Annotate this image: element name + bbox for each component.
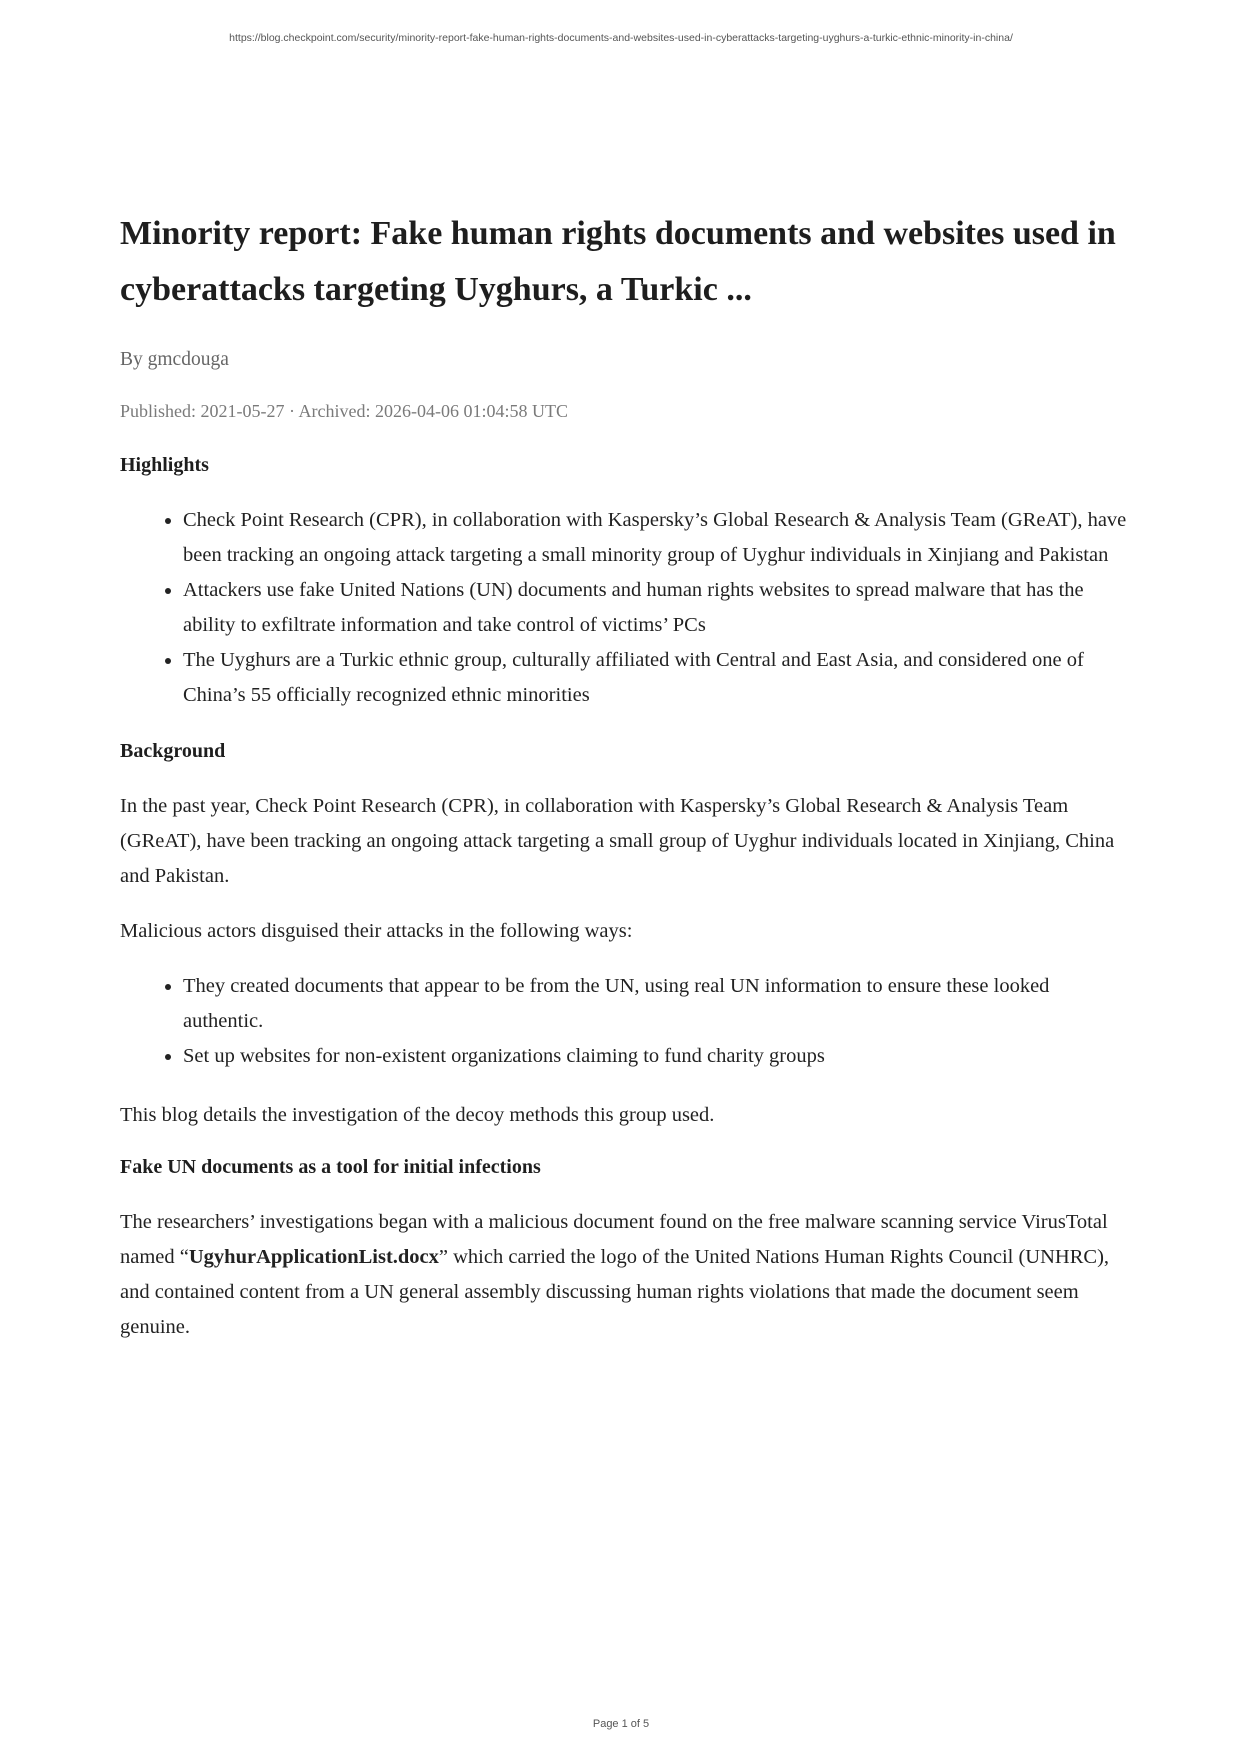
highlights-heading: Highlights	[120, 454, 209, 476]
background-heading: Background	[120, 740, 226, 762]
document-filename: UgyhurApplicationList.docx	[188, 1246, 439, 1268]
page-number: Page 1 of 5	[592, 1718, 650, 1730]
research-text-after: ” which carried the logo of the United Nations Human Rights Council (UNHRC), and contained content from a UN general assembly discussing human rights violations that made the document seem genuine.	[120, 1246, 1110, 1338]
list-item: • They created documents that appear to be from the UN, using real UN information to ensure these looked authentic.	[183, 969, 1130, 1039]
highlights-list	[120, 503, 1130, 713]
list-item: • The Uyghurs are a Turkic ethnic group, culturally affiliated with Central and East Asia, and considered one of China’s 55 officially recognized ethnic minorities	[183, 643, 1130, 713]
article-meta: Published: 2021-05-27 · Archived: 2026-04-06 01:04:58 UTC	[120, 401, 568, 421]
article-byline: By gmcdouga	[120, 349, 229, 370]
research-paragraph	[120, 1205, 1130, 1345]
list-item: • Attackers use fake United Nations (UN) documents and human rights websites to spread malware that has the ability to exfiltrate information and take control of victims’ PCs	[183, 573, 1130, 643]
research-text-before: The researchers’ investigations began with a malicious document found on the free malware scanning service VirusTotal named “	[120, 1211, 1108, 1268]
article-title: Minority report: Fake human rights documents and websites used in cyberattacks targeting Uyghurs, a Turkic ...	[120, 215, 1116, 308]
list-item: • Check Point Research (CPR), in collaboration with Kaspersky’s Global Research & Analysis Team (GReAT), have been tracking an ongoing attack targeting a small minority group of Uyghur individuals in Xinjiang and Pakistan	[183, 503, 1130, 573]
blog-details-paragraph: This blog details the investigation of the decoy methods this group used.	[120, 1104, 715, 1126]
fake-un-heading: Fake UN documents as a tool for initial infections	[120, 1156, 541, 1178]
source-url: https://blog.checkpoint.com/security/minority-report-fake-human-rights-documents-and-websites-used-in-cyberattacks-targeting-uyghurs-a-turkic-ethnic-minority-in-china/	[229, 32, 1013, 44]
article-body	[120, 206, 1130, 1365]
malicious-intro-paragraph: Malicious actors disguised their attacks in the following ways:	[120, 920, 633, 942]
background-paragraph: In the past year, Check Point Research (CPR), in collaboration with Kaspersky’s Global Research & Analysis Team (GReAT), have been tracking an ongoing attack targeting a small group of Uyghur individuals located in Xinjiang, China and Pakistan.	[120, 795, 1115, 887]
list-item: • Set up websites for non-existent organizations claiming to fund charity groups	[183, 1039, 1130, 1074]
methods-list	[120, 969, 1130, 1074]
